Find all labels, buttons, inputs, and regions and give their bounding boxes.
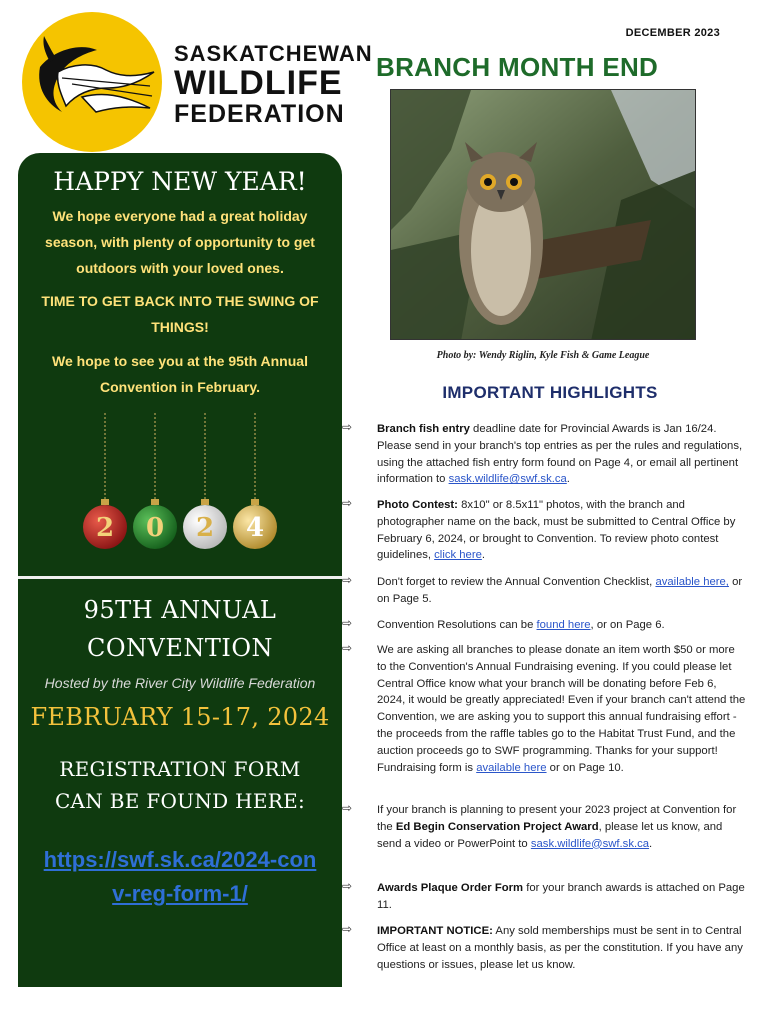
registration-link[interactable]: https://swf.sk.ca/2024-conv-reg-form-1/ (43, 847, 317, 906)
panel-title: HAPPY NEW YEAR! (53, 167, 307, 196)
arrow-icon: ⇨ (342, 922, 353, 936)
highlight-after: . (566, 473, 570, 486)
photo-guidelines-link[interactable]: click here (434, 549, 482, 562)
ornament-ball (133, 499, 177, 549)
holiday-message: We hope everyone had a great holiday season, with plenty of opportunity to get outdoors with your loved ones. (45, 208, 315, 276)
highlight-after: . (481, 549, 486, 562)
arrow-icon: ⇨ (342, 641, 353, 655)
highlight-body: If your branch is planning to present your 2023 project at Convention for the (377, 804, 737, 833)
resolutions-link[interactable]: found here (536, 619, 591, 631)
ornament-digit: 2 (95, 513, 115, 543)
highlight-bold: Photo Contest: (377, 499, 458, 511)
highlight-text (377, 421, 747, 488)
highlight-after: . (649, 837, 653, 850)
convention-invite: We hope to see you at the 95th Annual Convention in February. (52, 353, 308, 395)
arrow-icon: ⇨ (342, 573, 353, 587)
page-title: BRANCH MONTH END (376, 52, 659, 82)
ornament-ball (183, 499, 227, 549)
announcement-panel (18, 153, 342, 987)
owl-photo (390, 89, 696, 340)
arrow-icon: ⇨ (342, 879, 353, 893)
highlight-text (377, 617, 747, 634)
highlight-body: Convention Resolutions can be (377, 619, 537, 631)
panel-divider (18, 576, 342, 579)
ornament-digit: 4 (245, 513, 265, 543)
highlight-body-2: , please let us know, and send a video or PowerPoint to (377, 820, 723, 850)
registration-text: REGISTRATION FORM CAN BE FOUND HERE: (54, 757, 306, 813)
fundraising-link[interactable]: available here (476, 761, 547, 774)
ornament-digit: 2 (195, 513, 215, 543)
ornaments-2024 (68, 413, 288, 563)
highlight-after: , or on Page 6. (590, 619, 665, 631)
highlight-after: or on Page 10. (546, 761, 624, 774)
arrow-icon: ⇨ (342, 801, 353, 815)
highlight-body: deadline date for Provincial Awards is Jan 16/24. Please send in your branch's top entries as per the rules and regulations, using the attached fish entry form found on Page 4, or email all pertinent information to (377, 423, 743, 486)
ornament-ball (233, 499, 277, 549)
ornament-digit: 0 (145, 513, 165, 543)
logo-line-1: SASKATCHEWAN (174, 41, 373, 66)
highlight-bold: IMPORTANT NOTICE: (377, 925, 493, 937)
highlight-text (377, 497, 747, 564)
highlight-body: Don't forget to review the Annual Convention Checklist, (377, 576, 656, 588)
convention-host: Hosted by the River City Wildlife Federation (44, 675, 316, 691)
email-link[interactable]: sask.wildlife@swf.sk.ca (448, 473, 567, 486)
crane-icon (22, 12, 162, 152)
highlight-text (377, 574, 747, 608)
owl-image (391, 90, 696, 340)
logo-line-2: WILDLIFE (174, 64, 343, 102)
highlight-after: or on Page 5. (377, 576, 743, 605)
highlight-text (377, 880, 747, 914)
logo-wordmark (174, 42, 373, 128)
photo-caption: Photo by: Wendy Riglin, Kyle Fish & Game League (436, 350, 650, 361)
highlight-text (377, 923, 747, 973)
highlight-bold: Ed Begin Conservation Project Award (395, 820, 599, 833)
issue-date: DECEMBER 2023 (625, 27, 720, 39)
email-link[interactable]: sask.wildlife@swf.sk.ca (530, 837, 650, 850)
convention-title: 95TH ANNUAL CONVENTION (83, 596, 277, 662)
logo-line-3: FEDERATION (174, 100, 345, 128)
highlight-body: for your branch awards is attached on Page 11. (377, 882, 745, 911)
swf-logo (22, 12, 373, 152)
convention-dates: FEBRUARY 15-17, 2024 (30, 703, 330, 731)
checklist-link[interactable]: available here, (655, 576, 729, 588)
ornament-ball (83, 499, 127, 549)
highlight-text (377, 642, 747, 776)
highlight-body: 8x10" or 8.5x11" photos, with the branch and photographer name on the back, must be submitted to Central Office by February 6, 2024, or brought to Convention. To review photo contest guidelines, (377, 499, 736, 562)
swing-message: TIME TO GET BACK INTO THE SWING OF THINGS! (41, 293, 319, 335)
highlight-body: Any sold memberships must be sent in to Central Office at least on a monthly basis, as per the constitution. If you have any questions or issues, please let us know. (377, 925, 743, 971)
arrow-icon: ⇨ (342, 496, 353, 510)
highlight-body: We are asking all branches to please donate an item worth $50 or more to the Convention's Annual Fundraising evening. If you could please let Central Office know what your branch will be donating before Feb 6, 2024, it would be greatly appreciated! Even if your branch can't attend the Convention, we are asking you to support this annual fundraising effort - the proceeds from the raffle tables go to the Habitat Trust Fund, and the auction proceeds go to SWF programming. Thanks for your support! Fundraising form is (377, 644, 746, 774)
logo-circle (22, 12, 162, 152)
highlight-bold: Branch fish entry (377, 423, 470, 435)
arrow-icon: ⇨ (342, 420, 353, 434)
highlight-bold: Awards Plaque Order Form (377, 882, 524, 894)
highlight-text (377, 802, 747, 852)
arrow-icon: ⇨ (342, 616, 353, 630)
highlights-title: IMPORTANT HIGHLIGHTS (442, 383, 658, 402)
